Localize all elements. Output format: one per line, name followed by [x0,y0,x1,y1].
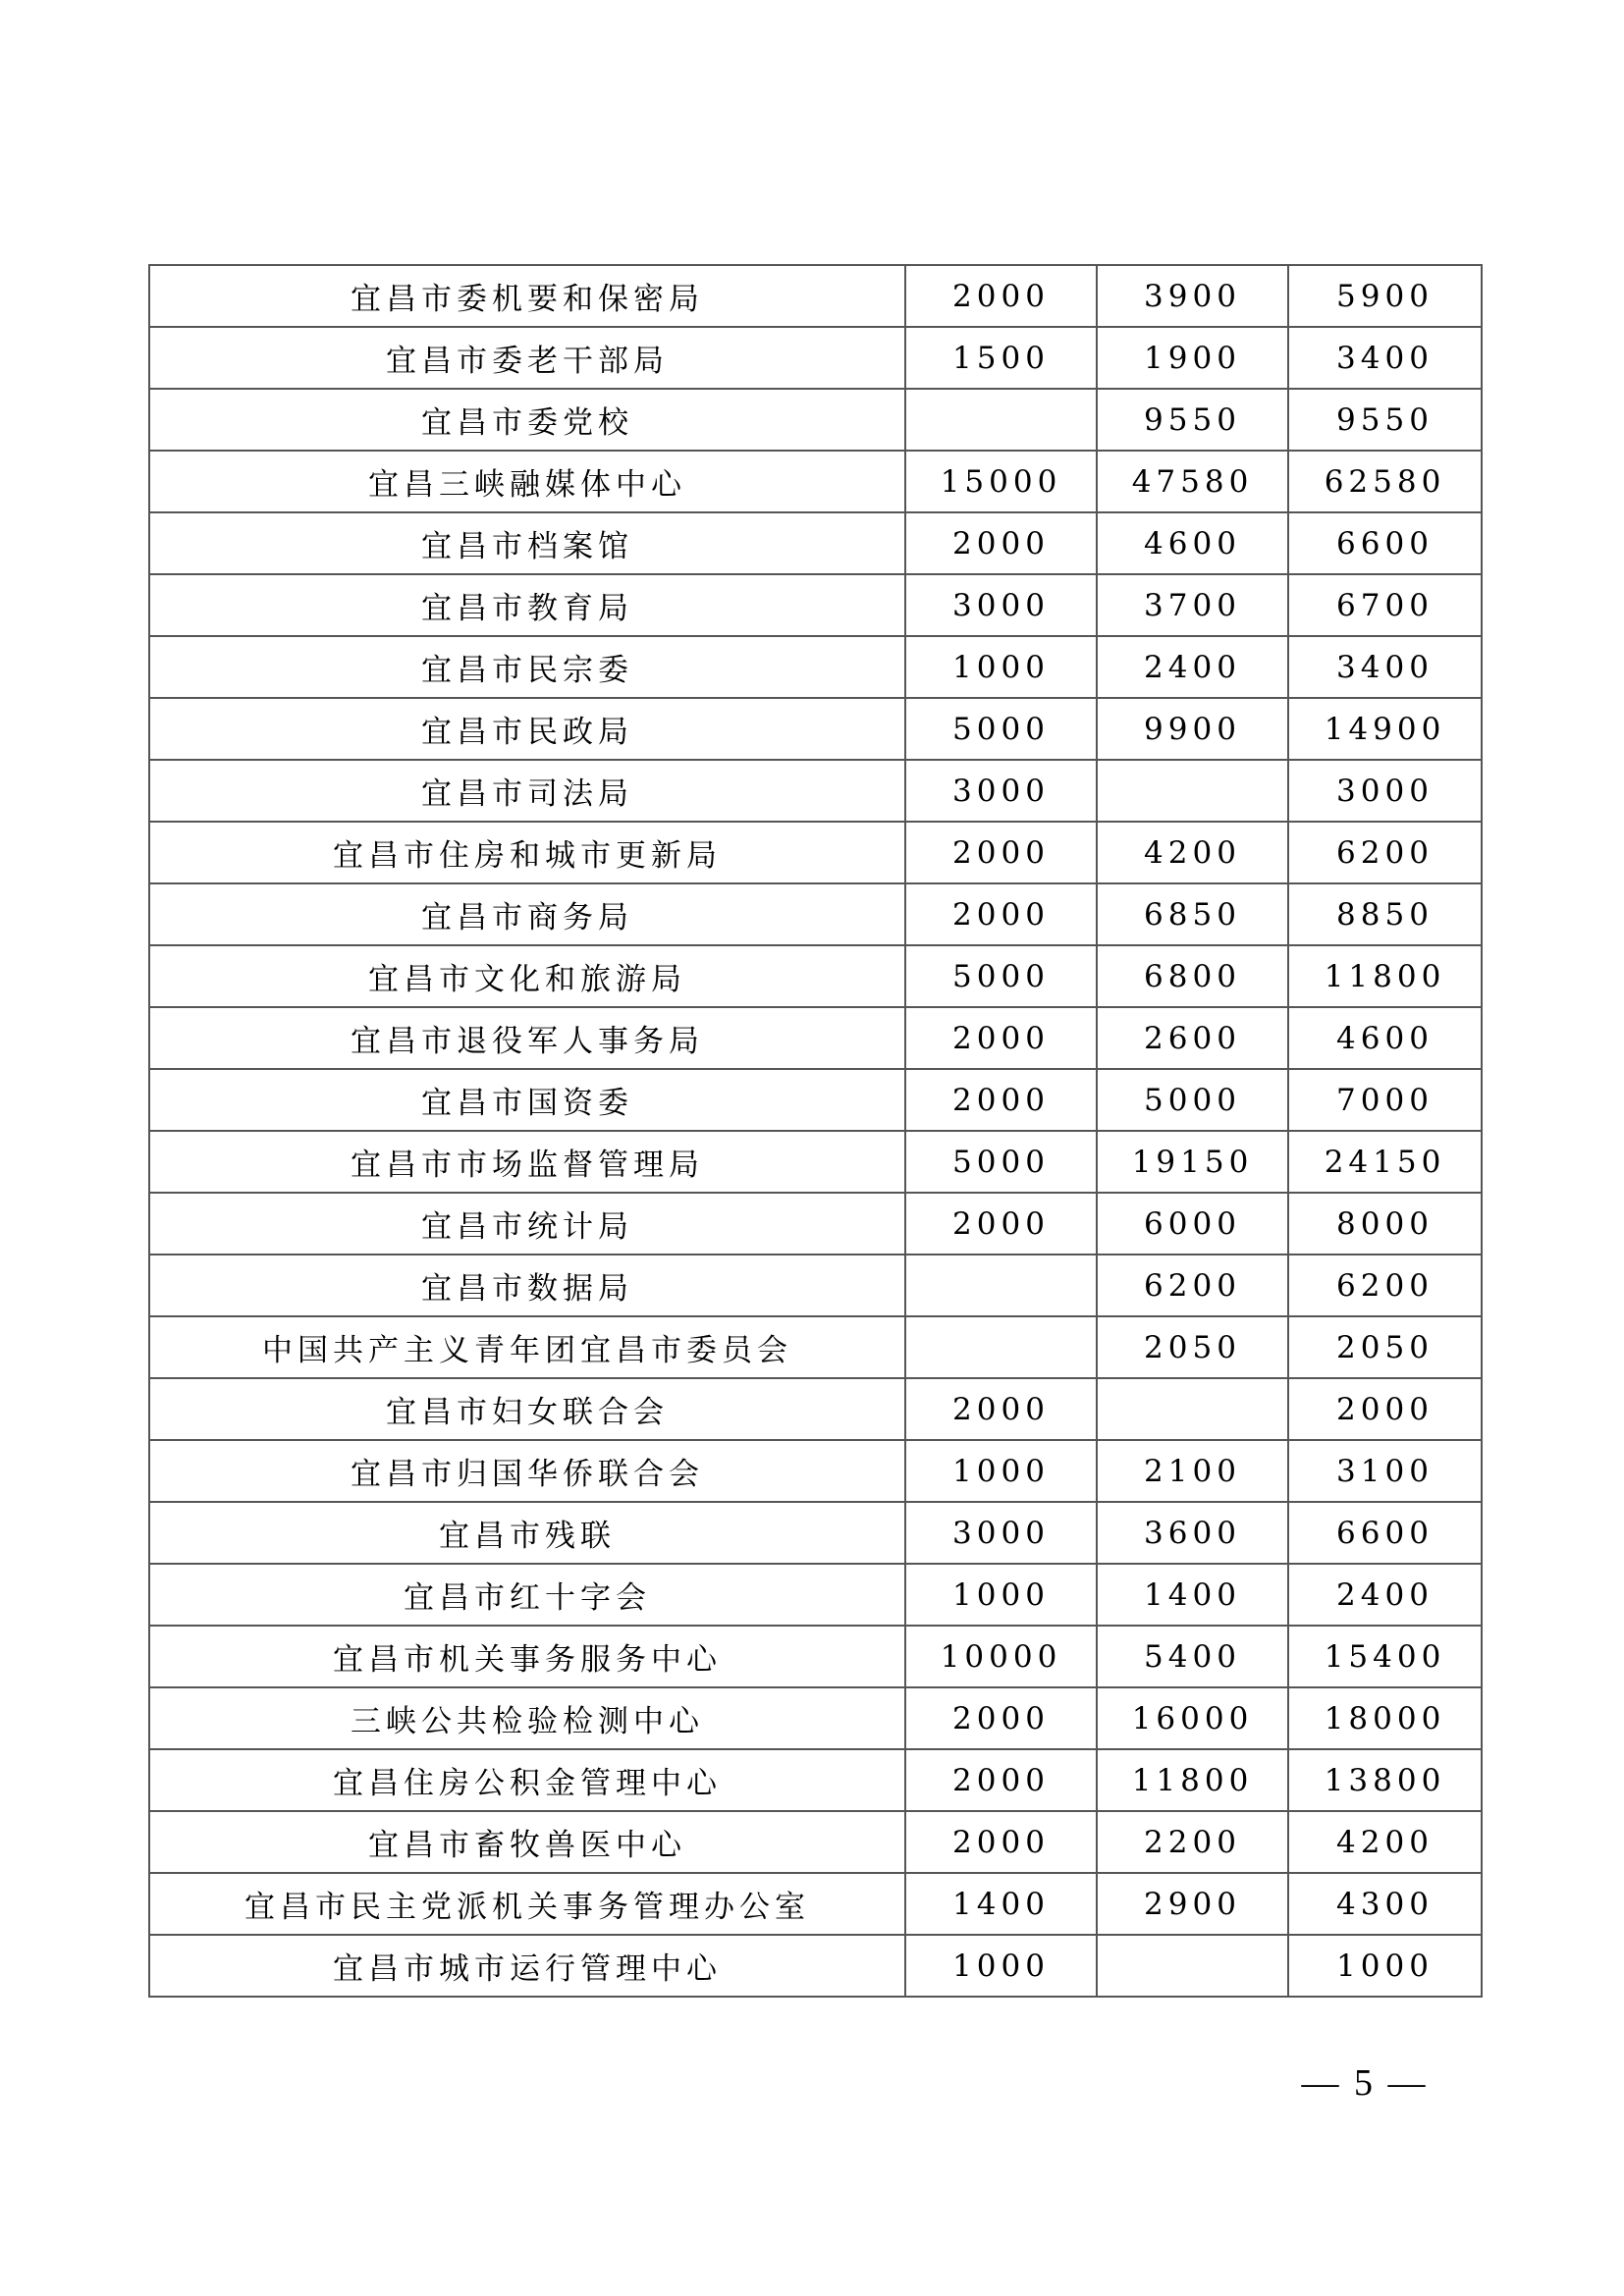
table-row [149,1749,1482,1811]
total-cell: 62580 [1288,451,1482,512]
table-row [149,265,1482,327]
table-row [149,1873,1482,1935]
amount-b-cell: 4600 [1097,512,1288,574]
table-row [149,822,1482,883]
unit-name-cell: 宜昌市商务局 [149,883,905,945]
amount-a-cell: 5000 [905,698,1097,760]
table-row [149,760,1482,822]
unit-name-cell: 宜昌市退役军人事务局 [149,1007,905,1069]
total-cell: 9550 [1288,389,1482,451]
table-row [149,1193,1482,1255]
unit-name-cell: 宜昌市妇女联合会 [149,1378,905,1440]
unit-name-cell: 宜昌市委老干部局 [149,327,905,389]
unit-name-cell: 宜昌市城市运行管理中心 [149,1935,905,1997]
total-cell: 24150 [1288,1131,1482,1193]
amount-b-cell: 9900 [1097,698,1288,760]
amount-b-cell [1097,760,1288,822]
amount-a-cell: 2000 [905,1069,1097,1131]
total-cell: 3000 [1288,760,1482,822]
unit-name-cell: 三峡公共检验检测中心 [149,1687,905,1749]
table-row [149,1255,1482,1316]
budget-table [148,264,1483,1998]
table-row [149,1007,1482,1069]
table-row [149,1069,1482,1131]
unit-name-cell: 宜昌市委机要和保密局 [149,265,905,327]
amount-b-cell: 1400 [1097,1564,1288,1626]
table-row [149,698,1482,760]
total-cell: 3100 [1288,1440,1482,1502]
unit-name-cell: 宜昌市文化和旅游局 [149,945,905,1007]
unit-name-cell: 宜昌市民政局 [149,698,905,760]
unit-name-cell: 宜昌市民宗委 [149,636,905,698]
amount-b-cell: 6800 [1097,945,1288,1007]
total-cell: 11800 [1288,945,1482,1007]
amount-b-cell: 3700 [1097,574,1288,636]
total-cell: 6700 [1288,574,1482,636]
unit-name-cell: 宜昌市统计局 [149,1193,905,1255]
table-row [149,636,1482,698]
total-cell: 6600 [1288,512,1482,574]
total-cell: 8000 [1288,1193,1482,1255]
table-row [149,1687,1482,1749]
unit-name-cell: 宜昌市数据局 [149,1255,905,1316]
total-cell: 7000 [1288,1069,1482,1131]
amount-a-cell: 2000 [905,1007,1097,1069]
unit-name-cell: 宜昌住房公积金管理中心 [149,1749,905,1811]
amount-b-cell [1097,1378,1288,1440]
amount-b-cell: 6000 [1097,1193,1288,1255]
table-row [149,1316,1482,1378]
table-row [149,512,1482,574]
amount-a-cell: 15000 [905,451,1097,512]
table-row [149,1564,1482,1626]
table-row [149,451,1482,512]
total-cell: 2050 [1288,1316,1482,1378]
amount-b-cell: 2600 [1097,1007,1288,1069]
amount-b-cell: 2200 [1097,1811,1288,1873]
total-cell: 4300 [1288,1873,1482,1935]
table-row [149,389,1482,451]
amount-a-cell: 2000 [905,822,1097,883]
total-cell: 14900 [1288,698,1482,760]
amount-b-cell: 2400 [1097,636,1288,698]
amount-b-cell: 6850 [1097,883,1288,945]
total-cell: 6600 [1288,1502,1482,1564]
amount-a-cell: 2000 [905,1378,1097,1440]
unit-name-cell: 宜昌市残联 [149,1502,905,1564]
total-cell: 8850 [1288,883,1482,945]
amount-a-cell: 10000 [905,1626,1097,1687]
total-cell: 15400 [1288,1626,1482,1687]
amount-a-cell: 3000 [905,1502,1097,1564]
amount-a-cell: 3000 [905,574,1097,636]
unit-name-cell: 宜昌市委党校 [149,389,905,451]
page-number: — 5 — [1301,2062,1429,2104]
unit-name-cell: 宜昌市归国华侨联合会 [149,1440,905,1502]
unit-name-cell: 宜昌市住房和城市更新局 [149,822,905,883]
amount-b-cell: 3900 [1097,265,1288,327]
unit-name-cell: 宜昌市机关事务服务中心 [149,1626,905,1687]
total-cell: 2000 [1288,1378,1482,1440]
table-row [149,1378,1482,1440]
amount-a-cell: 1400 [905,1873,1097,1935]
amount-b-cell: 6200 [1097,1255,1288,1316]
table-body [149,265,1482,1997]
unit-name-cell: 宜昌市司法局 [149,760,905,822]
total-cell: 3400 [1288,636,1482,698]
amount-a-cell [905,1316,1097,1378]
amount-a-cell: 1000 [905,1935,1097,1997]
amount-b-cell: 2900 [1097,1873,1288,1935]
table-row [149,574,1482,636]
table-row [149,1440,1482,1502]
amount-a-cell: 1500 [905,327,1097,389]
total-cell: 3400 [1288,327,1482,389]
amount-a-cell: 3000 [905,760,1097,822]
amount-a-cell: 1000 [905,1440,1097,1502]
amount-a-cell: 2000 [905,1193,1097,1255]
amount-b-cell: 1900 [1097,327,1288,389]
table-row [149,945,1482,1007]
unit-name-cell: 宜昌市红十字会 [149,1564,905,1626]
amount-a-cell: 2000 [905,512,1097,574]
unit-name-cell: 宜昌市教育局 [149,574,905,636]
table-row [149,883,1482,945]
amount-a-cell: 1000 [905,1564,1097,1626]
total-cell: 4600 [1288,1007,1482,1069]
amount-b-cell: 19150 [1097,1131,1288,1193]
amount-a-cell: 2000 [905,1749,1097,1811]
total-cell: 4200 [1288,1811,1482,1873]
unit-name-cell: 宜昌市民主党派机关事务管理办公室 [149,1873,905,1935]
unit-name-cell: 宜昌市市场监督管理局 [149,1131,905,1193]
table-row [149,1626,1482,1687]
amount-b-cell: 5000 [1097,1069,1288,1131]
amount-a-cell: 2000 [905,265,1097,327]
amount-a-cell: 2000 [905,1811,1097,1873]
amount-b-cell: 2050 [1097,1316,1288,1378]
amount-b-cell: 16000 [1097,1687,1288,1749]
total-cell: 18000 [1288,1687,1482,1749]
unit-name-cell: 中国共产主义青年团宜昌市委员会 [149,1316,905,1378]
amount-b-cell: 9550 [1097,389,1288,451]
unit-name-cell: 宜昌市档案馆 [149,512,905,574]
table-row [149,327,1482,389]
amount-b-cell [1097,1935,1288,1997]
total-cell: 2400 [1288,1564,1482,1626]
amount-b-cell: 5400 [1097,1626,1288,1687]
table-row [149,1502,1482,1564]
amount-b-cell: 2100 [1097,1440,1288,1502]
unit-name-cell: 宜昌市国资委 [149,1069,905,1131]
amount-b-cell: 4200 [1097,822,1288,883]
amount-a-cell: 5000 [905,1131,1097,1193]
unit-name-cell: 宜昌市畜牧兽医中心 [149,1811,905,1873]
total-cell: 6200 [1288,822,1482,883]
amount-a-cell [905,389,1097,451]
amount-a-cell [905,1255,1097,1316]
amount-b-cell: 11800 [1097,1749,1288,1811]
total-cell: 5900 [1288,265,1482,327]
amount-a-cell: 2000 [905,883,1097,945]
total-cell: 6200 [1288,1255,1482,1316]
amount-b-cell: 47580 [1097,451,1288,512]
amount-a-cell: 1000 [905,636,1097,698]
total-cell: 13800 [1288,1749,1482,1811]
amount-a-cell: 2000 [905,1687,1097,1749]
table-row [149,1935,1482,1997]
table-row [149,1811,1482,1873]
amount-a-cell: 5000 [905,945,1097,1007]
unit-name-cell: 宜昌三峡融媒体中心 [149,451,905,512]
amount-b-cell: 3600 [1097,1502,1288,1564]
table-row [149,1131,1482,1193]
total-cell: 1000 [1288,1935,1482,1997]
